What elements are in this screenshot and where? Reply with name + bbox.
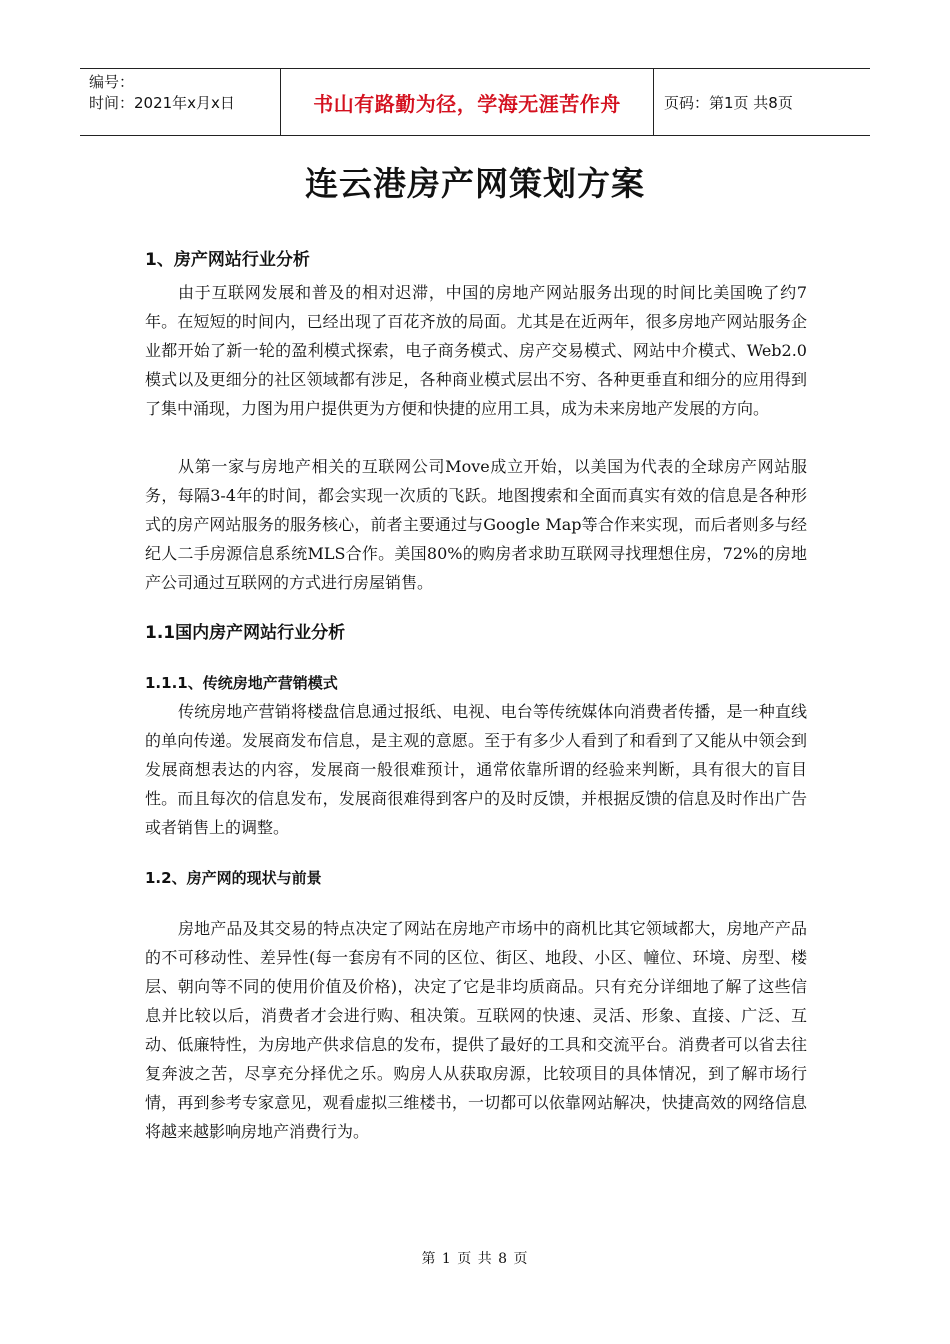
document-body — [145, 246, 807, 1146]
page-info-cell — [654, 69, 870, 135]
number-label: 编号： — [89, 73, 135, 91]
page-info-text: 页码：第1页 共8页 — [664, 93, 793, 112]
paragraph: 传统房地产营销将楼盘信息通过报纸、电视、电台等传统媒体向消费者传播，是一种直线的单向传递。发展商发布信息，是主观的意愿。至于有多少人看到了和看到了又能从中领会到发展商想表达的内容，发展商一般很难预计，通常依靠所谓的经验来判断，具有很大的盲目性。而且每次的信息发布，发展商很难得到客户的及时反馈，并根据反馈的信息及时作出广告或者销售上的调整。 — [145, 702, 807, 837]
section-heading-1-1: 1.1国内房产网站行业分析 — [145, 623, 346, 643]
header-meta-cell — [80, 69, 281, 135]
section-heading-1-2: 1.2、房产网的现状与前景 — [145, 869, 322, 887]
section-heading-1: 1、房产网站行业分析 — [145, 250, 310, 270]
paragraph: 从第一家与房地产相关的互联网公司Move成立开始，以美国为代表的全球房产网站服务，每隔3-4年的时间，都会实现一次质的飞跃。地图搜索和全面而真实有效的信息是各种形式的房产网站服务的服务核心，前者主要通过与Google Map等合作来实现，而后者则多与经纪人二手房源信息系统MLS合作。美国80%的购房者求助互联网寻找理想住房，72%的房地产公司通过互联网的方式进行房屋销售。 — [145, 457, 807, 592]
document-title: 连云港房产网策划方案 — [305, 164, 645, 203]
paragraph: 房地产品及其交易的特点决定了网站在房地产市场中的商机比其它领域都大，房地产产品的不可移动性、差异性(每一套房有不同的区位、街区、地段、小区、幢位、环境、房型、楼层、朝向等不同的使用价值及价格)，决定了它是非均质商品。只有充分详细地了解了这些信息并比较以后，消费者才会进行购、租决策。互联网的快速、灵活、形象、直接、广泛、互动、低廉特性，为房地产供求信息的发布，提供了最好的工具和交流平台。消费者可以省去往复奔波之苦，尽享充分择优之乐。购房人从获取房源，比较项目的具体情况，到了解市场行情，再到参考专家意见，观看虚拟三维楼书，一切都可以依靠网站解决，快捷高效的网络信息将越来越影响房地产消费行为。 — [145, 919, 807, 1141]
paragraph: 由于互联网发展和普及的相对迟滞，中国的房地产网站服务出现的时间比美国晚了约7年。在短短的时间内，已经出现了百花齐放的局面。尤其是在近两年，很多房地产网站服务企业都开始了新一轮的盈利模式探索，电子商务模式、房产交易模式、网站中介模式、Web2.0模式以及更细分的社区领域都有涉足，各种商业模式层出不穷、各种更垂直和细分的应用得到了集中涌现，力图为用户提供更为方便和快捷的应用工具，成为未来房地产发展的方向。 — [145, 283, 807, 418]
motto-cell — [281, 69, 654, 135]
header-table — [80, 68, 870, 136]
time-label: 时间：2021年x月x日 — [89, 94, 235, 112]
motto-text: 书山有路勤为径，学海无涯苦作舟 — [313, 91, 621, 116]
page-footer: 第 1 页 共 8 页 — [421, 1251, 529, 1267]
section-heading-1-1-1: 1.1.1、传统房地产营销模式 — [145, 674, 338, 692]
